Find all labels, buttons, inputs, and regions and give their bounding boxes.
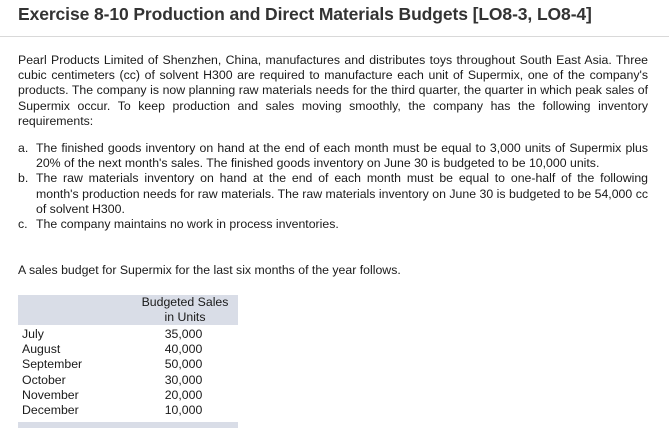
- requirement-text: The finished goods inventory on hand at the end of each month must be equal to 3,000 units of Supermix plus 20% of the next month's sales. The finished goods inventory on June 30 is budgeted to be 10,000 units.: [36, 141, 648, 171]
- table-row: [18, 342, 238, 357]
- column-header-line: in Units: [164, 310, 206, 325]
- units-cell: 50,000: [164, 357, 203, 372]
- requirement-item: [18, 217, 648, 232]
- table-row: [18, 373, 238, 388]
- month-cell: October: [22, 372, 66, 387]
- sales-budget-intro: A sales budget for Supermix for the last six months of the year follows.: [18, 263, 401, 277]
- sales-budget-table: [18, 295, 238, 432]
- problem-description: Pearl Products Limited of Shenzhen, China, manufactures and distributes toys throughout South East Asia. Three cubic centimeters (cc) of solvent H300 are required to manufacture each unit of Supermix, one of the company's products. The company is now planning raw materials needs for the third quarter, the quarter in which peak sales of Supermix occur. To keep production and sales moving smoothly, the company has the following inventory requirements:: [18, 53, 648, 128]
- month-cell: November: [22, 387, 79, 402]
- exercise-title: Exercise 8-10 Production and Direct Materials Budgets [LO8-3, LO8-4]: [18, 4, 592, 24]
- units-cell: 20,000: [164, 387, 203, 402]
- requirement-text: The raw materials inventory on hand at the end of each month must be equal to one-half of the following month's production needs for raw materials. The raw materials inventory on June 30 is budgeted to be 54,000 cc of solvent H300.: [36, 171, 648, 216]
- requirement-item: [18, 141, 648, 171]
- requirement-item: [18, 171, 648, 217]
- table-row: [18, 403, 238, 418]
- title-divider: [0, 36, 669, 37]
- units-cell: 35,000: [164, 327, 203, 341]
- units-cell: 10,000: [164, 402, 203, 417]
- requirement-marker: b.: [18, 171, 29, 186]
- column-header: [130, 295, 240, 325]
- units-cell: 40,000: [164, 342, 203, 357]
- table-row: [18, 357, 238, 372]
- month-cell: December: [22, 402, 79, 417]
- table-body: [18, 327, 238, 418]
- requirement-marker: a.: [18, 141, 29, 155]
- table-footer-band: [18, 422, 238, 428]
- month-cell: August: [22, 342, 61, 357]
- requirement-marker: c.: [18, 217, 28, 232]
- requirements-list: [18, 141, 648, 232]
- month-cell: September: [22, 357, 83, 372]
- requirement-text: The company maintains no work in process inventories.: [36, 217, 339, 232]
- table-row: [18, 388, 238, 403]
- units-cell: 30,000: [164, 372, 203, 387]
- column-header-line: Budgeted Sales: [141, 295, 229, 309]
- month-cell: July: [22, 327, 44, 341]
- table-row: [18, 327, 238, 342]
